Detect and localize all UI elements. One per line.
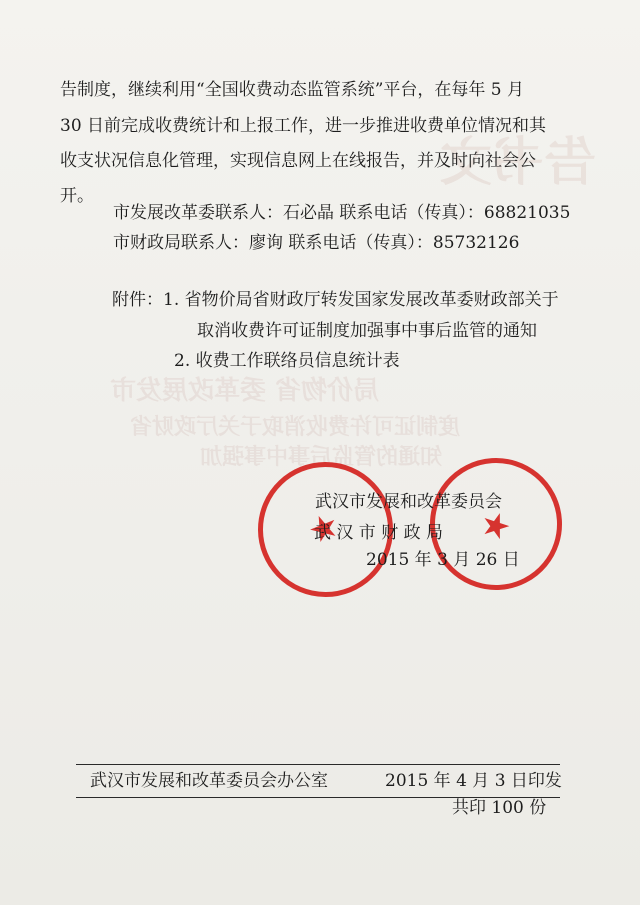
bleed-through-shadow: 告书文 <box>440 132 597 193</box>
paragraph-line: 30 日前完成收费统计和上报工作，进一步推进收费单位情况和其 <box>60 116 547 136</box>
footer-print-date: 2015 年 4 月 3 日印发 <box>385 771 562 791</box>
paragraph-line: 开。 <box>60 186 94 206</box>
bleed-through-shadow: 知通的管监后事中事强加 <box>200 444 443 470</box>
star-icon: ★ <box>302 504 346 553</box>
signing-date: 2015 年 3 月 26 日 <box>366 550 520 570</box>
attachment-item-1-continued: 取消收费许可证制度加强事中事后监管的通知 <box>197 321 537 341</box>
star-icon: ★ <box>474 502 517 550</box>
footer-issuer: 武汉市发展和改革委员会办公室 <box>90 771 328 791</box>
footer-copies: 共印 100 份 <box>452 798 547 818</box>
attachment-item-1: 附件：1. 省物价局省财政厅转发国家发展改革委财政部关于 <box>112 290 559 310</box>
footer-top-rule <box>76 764 560 765</box>
paragraph-line: 收支状况信息化管理，实现信息网上在线报告，并及时向社会公 <box>60 151 536 171</box>
contact-finance: 市财政局联系人：廖询 联系电话（传真）：85732126 <box>113 233 520 253</box>
signing-org-finance: 武 汉 市 财 政 局 <box>314 523 444 543</box>
bleed-through-shadow: 局价物省 委革改展发市 <box>110 376 380 406</box>
paragraph-line: 告制度，继续利用“全国收费动态监管系统”平台，在每年 5 月 <box>60 80 525 100</box>
attachment-item-2: 2. 收费工作联络员信息统计表 <box>174 351 400 371</box>
bleed-through-shadow: 度制证可许费收消取于关厅政财省 <box>130 414 461 440</box>
signing-org-ndrc: 武汉市发展和改革委员会 <box>315 492 502 512</box>
contact-ndrc: 市发展改革委联系人：石必晶 联系电话（传真）：68821035 <box>113 203 571 223</box>
